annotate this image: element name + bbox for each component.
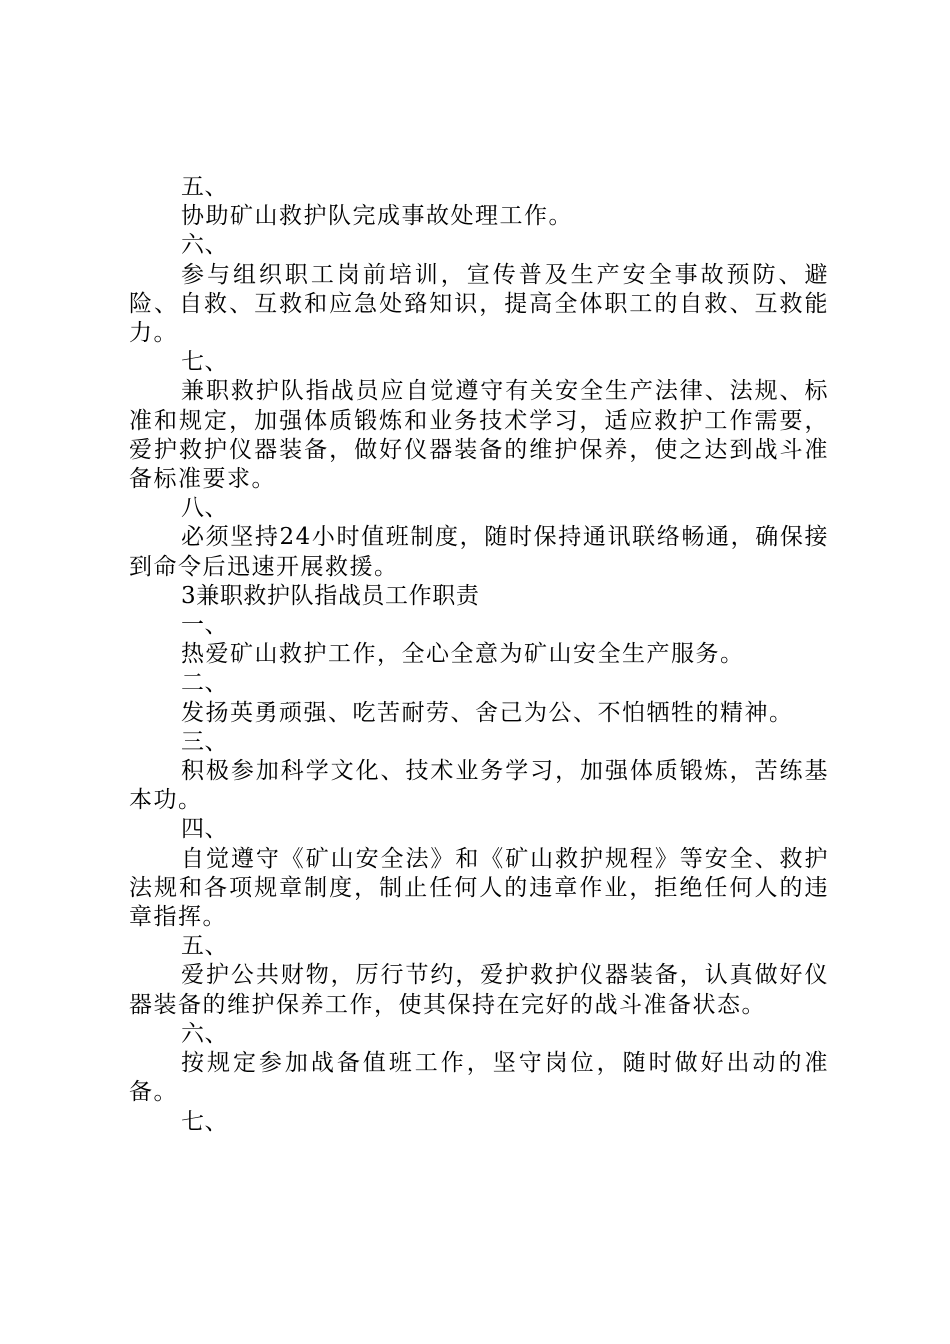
item-text: 兼职救护队指战员应自觉遵守有关安全生产法律、法规、标准和规定，加强体质锻炼和业务技术学习，适应救护工作需要，爱护救护仪器装备，做好仪器装备的维护保养，使之达到战斗准备标准要求。 bbox=[129, 378, 829, 493]
section-heading: 3兼职救护队指战员工作职责 bbox=[181, 582, 480, 609]
item-number: 五、 bbox=[181, 933, 228, 960]
item-number: 三、 bbox=[181, 728, 228, 755]
item-number: 七、 bbox=[181, 349, 228, 376]
item-text: 爱护公共财物，厉行节约，爱护救护仪器装备，认真做好仪器装备的维护保养工作，使其保持在完好的战斗准备状态。 bbox=[129, 962, 829, 1018]
item-number: 七、 bbox=[181, 1108, 228, 1135]
item-number: 五、 bbox=[181, 174, 228, 200]
item-text: 必须坚持24小时值班制度，随时保持通讯联络畅通，确保接到命令后迅速开展救援。 bbox=[129, 524, 829, 580]
item-text: 发扬英勇顽强、吃苦耐劳、舍己为公、不怕牺牲的精神。 bbox=[181, 699, 794, 726]
document-body bbox=[129, 173, 829, 1137]
item-number: 六、 bbox=[181, 1020, 228, 1047]
item-number: 六、 bbox=[181, 232, 228, 259]
item-number: 八、 bbox=[181, 495, 228, 522]
item-text: 协助矿山救护队完成事故处理工作。 bbox=[181, 203, 573, 230]
item-text: 自觉遵守《矿山安全法》和《矿山救护规程》等安全、救护法规和各项规章制度，制止任何人的违章作业，拒绝任何人的违章指挥。 bbox=[129, 845, 829, 931]
item-text: 按规定参加战备值班工作，坚守岗位，随时做好出动的准备。 bbox=[129, 1050, 829, 1106]
item-number: 一、 bbox=[181, 612, 228, 639]
item-number: 二、 bbox=[181, 670, 228, 697]
item-text: 参与组织职工岗前培训，宣传普及生产安全事故预防、避险、自救、互救和应急处臵知识，提高全体职工的自救、互救能力。 bbox=[129, 261, 829, 347]
item-text: 积极参加科学文化、技术业务学习，加强体质锻炼，苦练基本功。 bbox=[129, 758, 829, 814]
item-text: 热爱矿山救护工作，全心全意为矿山安全生产服务。 bbox=[181, 641, 745, 668]
item-number: 四、 bbox=[181, 816, 228, 843]
